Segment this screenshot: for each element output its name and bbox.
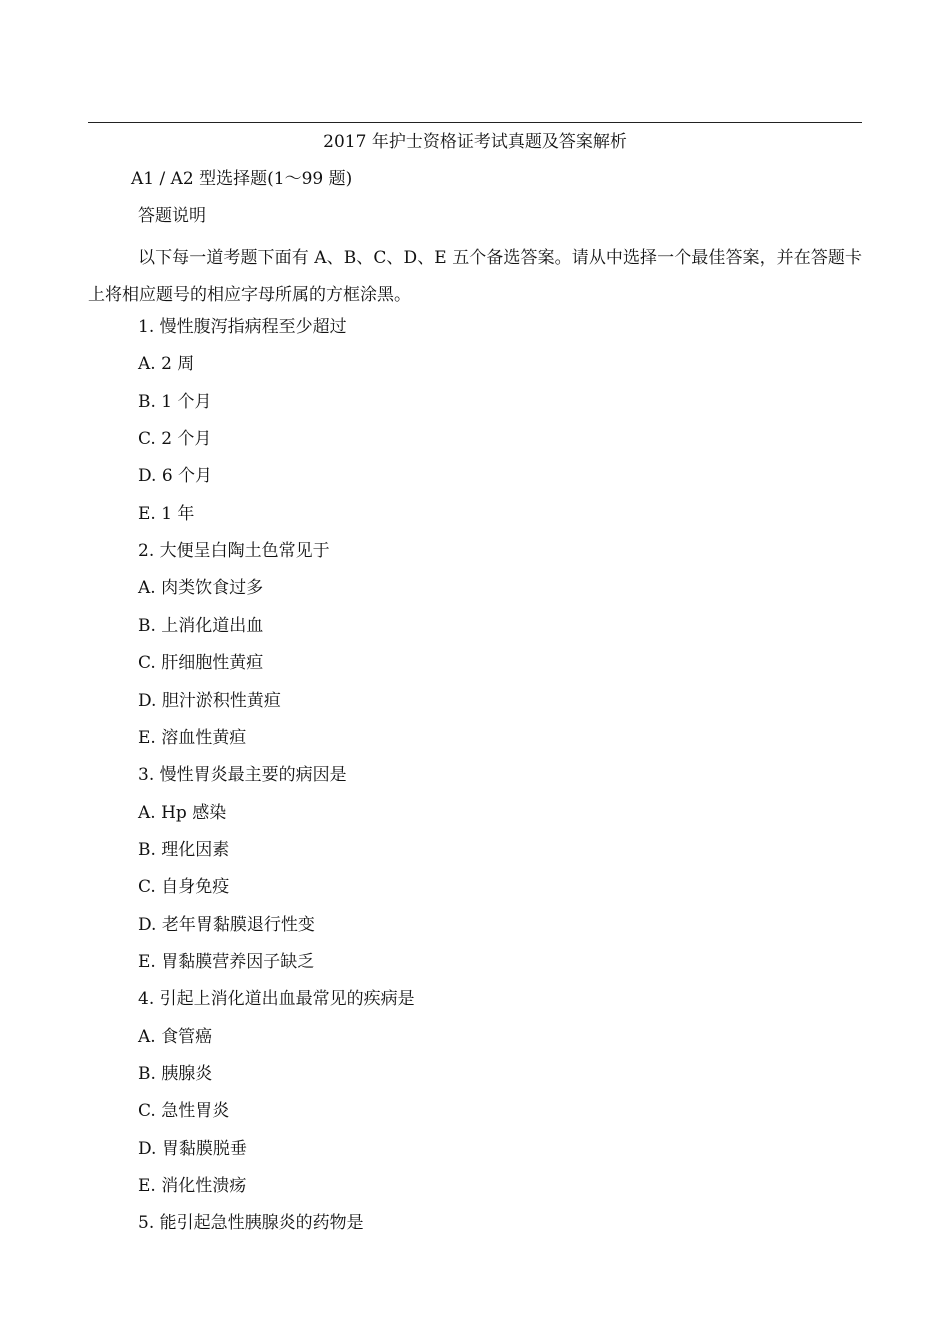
instructions-heading: 答题说明 xyxy=(138,206,206,226)
question-stem: 1. 慢性腹泻指病程至少超过 xyxy=(138,317,347,337)
answer-option: E. 胃黏膜营养因子缺乏 xyxy=(138,951,315,972)
answer-option: A. Hp 感染 xyxy=(138,802,227,823)
question-stem: 2. 大便呈白陶土色常见于 xyxy=(138,541,330,562)
answer-option: A. 肉类饮食过多 xyxy=(138,578,264,599)
document-title: 2017 年护士资格证考试真题及答案解析 xyxy=(323,132,627,152)
answer-option: E. 消化性溃疡 xyxy=(138,1176,247,1197)
answer-option: C. 肝细胞性黄疸 xyxy=(138,653,264,674)
answer-option: A. 食管癌 xyxy=(138,1026,213,1047)
answer-option: E. 溶血性黄疸 xyxy=(138,727,247,748)
answer-option: B. 1 个月 xyxy=(138,391,212,412)
answer-option: A. 2 周 xyxy=(138,354,195,375)
question-stem: 3. 慢性胃炎最主要的病因是 xyxy=(138,765,347,786)
question-stem: 5. 能引起急性胰腺炎的药物是 xyxy=(138,1213,364,1234)
answer-option: D. 老年胃黏膜退行性变 xyxy=(138,914,315,935)
answer-option: D. 胆汁淤积性黄疸 xyxy=(138,690,281,711)
answer-option: C. 急性胃炎 xyxy=(138,1101,230,1122)
header-rule xyxy=(88,122,862,123)
section-heading: A1 / A2 型选择题(1～99 题) xyxy=(131,169,353,189)
answer-option: B. 上消化道出血 xyxy=(138,615,264,636)
instructions-paragraph: 以下每一道考题下面有 A、B、C、D、E 五个备选答案。请从中选择一个最佳答案，并在答题卡上将相应题号的相应字母所属的方框涂黑。 xyxy=(88,248,862,305)
answer-option: D. 6 个月 xyxy=(138,466,213,487)
answer-option: D. 胃黏膜脱垂 xyxy=(138,1138,247,1159)
question-stem: 4. 引起上消化道出血最常见的疾病是 xyxy=(138,989,415,1010)
answer-option: C. 自身免疫 xyxy=(138,877,230,898)
answer-option: C. 2 个月 xyxy=(138,429,212,450)
answer-option: E. 1 年 xyxy=(138,503,195,524)
answer-option: B. 胰腺炎 xyxy=(138,1064,213,1084)
answer-option: B. 理化因素 xyxy=(138,839,230,860)
